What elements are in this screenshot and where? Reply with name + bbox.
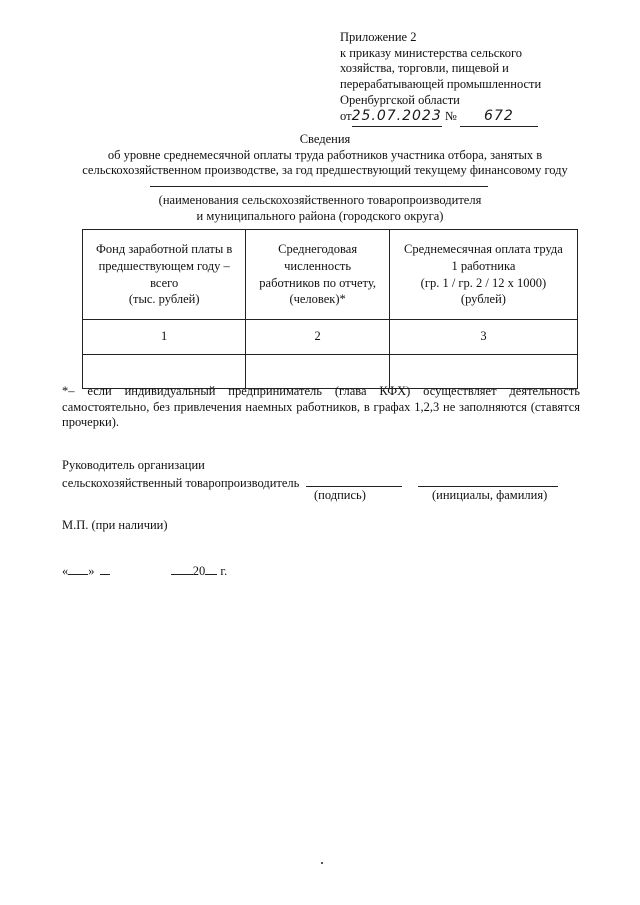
page-mark [321, 862, 323, 864]
document-title [40, 132, 610, 179]
header-cell-headcount: Среднегодовая численность работников по отчету, (человек)* [246, 230, 390, 320]
signature-block [62, 458, 582, 491]
year-prefix: 20 [192, 564, 206, 578]
month-blank-end [171, 562, 193, 575]
name-caption [120, 193, 520, 224]
caption-signature: (подпись) [314, 488, 366, 502]
title-line-1: об уровне среднемесячной оплаты труда работников участника отбора, занятых в [107, 147, 543, 162]
name-caption-line-1: (наименования сельскохозяйственного товаропроизводителя [158, 193, 482, 207]
salary-table [82, 229, 578, 389]
name-fill-line [150, 186, 488, 187]
title-line-2: сельскохозяйственном производстве, за год предшествующий текущему финансовому году [82, 163, 568, 178]
order-date-number [340, 108, 620, 130]
order-date-handwritten: 25.07.2023 [351, 108, 442, 125]
signature-line-1: Руководитель организации [62, 458, 205, 472]
footnote: *– если индивидуальный предприниматель (глава КФХ) осуществляет деятельность самостоятельно, без привлечения наемных работников, в графах 1,2,3 не заполняются (ставятся прочерки). [62, 384, 580, 430]
date-close-quote: » [88, 564, 95, 578]
caption-initials-surname: (инициалы, фамилия) [432, 488, 548, 502]
header-cell-payroll-fund: Фонд заработной платы в предшествующем году – всего (тыс. рублей) [83, 230, 246, 320]
header-cell-average-salary: Среднемесячная оплата труда 1 работника (гр. 1 / гр. 2 / 12 х 1000) (рублей) [389, 230, 577, 320]
column-number-1: 1 [83, 320, 246, 355]
name-caption-line-2: и муниципального района (городского округа) [196, 208, 444, 223]
number-prefix: № [444, 109, 457, 124]
order-number-handwritten: 672 [484, 108, 514, 125]
date-prefix: от [340, 109, 352, 124]
date-line [62, 562, 227, 580]
year-suffix: г. [220, 564, 228, 578]
appendix-line-1: Приложение 2 [340, 30, 417, 44]
stamp-note: М.П. (при наличии) [62, 518, 168, 532]
month-blank-start [100, 562, 110, 575]
appendix-line-3: хозяйства, торговли, пищевой и [340, 61, 509, 76]
appendix-block [340, 30, 620, 130]
appendix-line-5: Оренбургской области [340, 92, 460, 107]
signature-blank [306, 474, 402, 487]
column-number-2: 2 [246, 320, 390, 355]
table-number-row [83, 320, 578, 355]
appendix-line-2: к приказу министерства сельского [340, 45, 523, 60]
column-number-3: 3 [389, 320, 577, 355]
day-blank [68, 562, 88, 575]
name-blank [418, 474, 558, 487]
signature-role: сельскохозяйственный товаропроизводитель [62, 475, 300, 490]
order-date-underline [352, 108, 442, 127]
date-open-quote: « [62, 564, 69, 578]
order-number-underline [460, 108, 538, 127]
year-blank [205, 562, 217, 575]
appendix-line-4: перерабатывающей промышленности [340, 76, 542, 91]
title-heading: Сведения [299, 132, 351, 146]
table-header-row [83, 230, 578, 320]
